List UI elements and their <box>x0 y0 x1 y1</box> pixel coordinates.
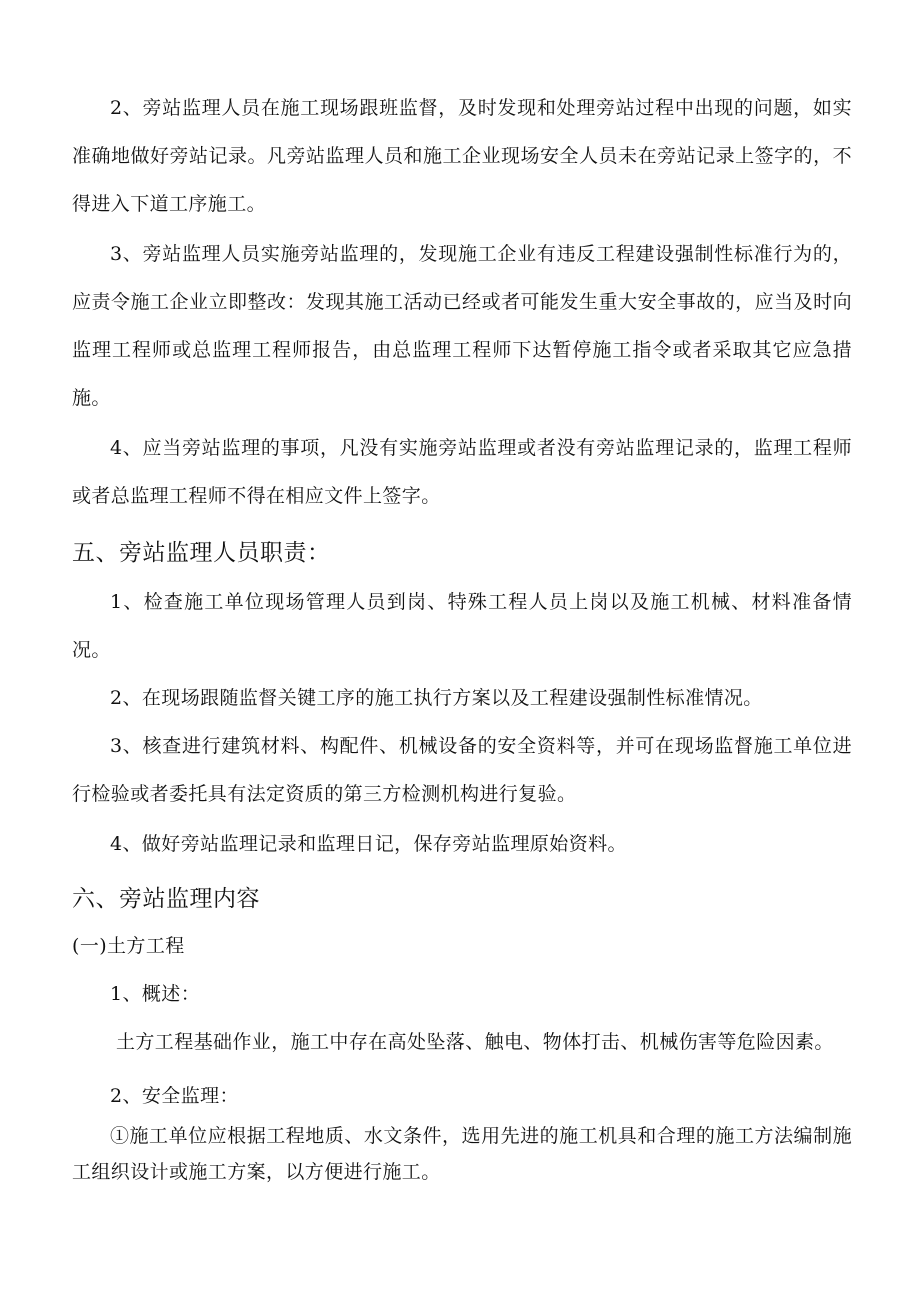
duty-item-1: 1、检查施工单位现场管理人员到岗、特殊工程人员上岗以及施工机械、材料准备情况。 <box>72 591 852 661</box>
overview-text: 土方工程基础作业，施工中存在高处坠落、触电、物体打击、机械伤害等危险因素。 <box>116 1031 834 1053</box>
subsection-earthwork: (一)土方工程 <box>72 935 185 957</box>
duty-item-2: 2、在现场跟随监督关键工序的施工执行方案以及工程建设强制性标准情况。 <box>110 687 763 709</box>
safety-item-1: ①施工单位应根据工程地质、水文条件，选用先进的施工机具和合理的施工方法编制施工组织设计或施工方案，以方便进行施工。 <box>72 1125 852 1183</box>
section-5-heading: 五、旁站监理人员职责： <box>72 540 331 566</box>
duty-item-4: 4、做好旁站监理记录和监理日记，保存旁站监理原始资料。 <box>110 833 627 855</box>
paragraph-3: 3、旁站监理人员实施旁站监理的，发现施工企业有违反工程建设强制性标准行为的，应责令施工企业立即整改：发现其施工活动已经或者可能发生重大安全事故的，应当及时向监理工程师或总监理工程师报告，由总监理工程师下达暂停施工指令或者采取其它应急措施。 <box>72 243 852 409</box>
section-6-heading: 六、旁站监理内容 <box>72 886 260 912</box>
safety-label: 2、安全监理： <box>110 1085 239 1107</box>
duty-item-3: 3、核查进行建筑材料、构配件、机械设备的安全资料等，并可在现场监督施工单位进行检验或者委托具有法定资质的第三方检测机构进行复验。 <box>72 735 852 805</box>
overview-label: 1、概述： <box>110 983 201 1005</box>
paragraph-2: 2、旁站监理人员在施工现场跟班监督，及时发现和处理旁站过程中出现的问题，如实准确地做好旁站记录。凡旁站监理人员和施工企业现场安全人员未在旁站记录上签字的，不得进入下道工序施工。 <box>72 97 852 215</box>
paragraph-4: 4、应当旁站监理的事项，凡没有实施旁站监理或者没有旁站监理记录的，监理工程师或者总监理工程师不得在相应文件上签字。 <box>72 437 852 507</box>
